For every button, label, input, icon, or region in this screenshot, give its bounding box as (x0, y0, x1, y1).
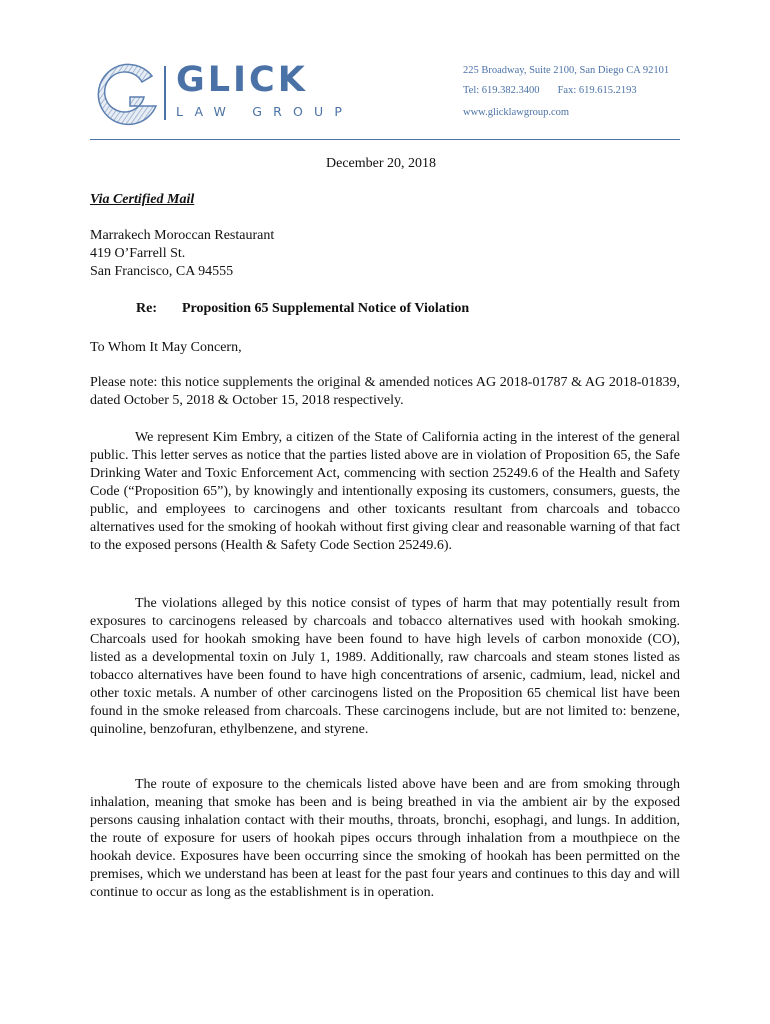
salutation: To Whom It May Concern, (90, 340, 242, 355)
firm-address: 225 Broadway, Suite 2100, San Diego CA 92101 (463, 65, 670, 76)
recipient-address (90, 227, 274, 281)
recipient-name: Marrakech Moroccan Restaurant (90, 228, 275, 243)
body-paragraph-3: The route of exposure to the chemicals listed above have been and are from smoking through inhalation, meaning that smoke has been and is being breathed in via the ambient air by the exposed persons causing inhalation contact with their mouths, throats, bronchi, esophagi, and lungs. In addition, the route of exposure for users of hookah pipes occurs through inhalation from a mouthpiece on the hookah device. Exposures have been occurring since the smoking of hookah has been permitted on the premises, which we understand has been at least for the past four years and continues to this day and will continue to occur as long as the establishment is in operation. (90, 777, 680, 900)
firm-name: GLICK (176, 60, 308, 100)
recipient-street: 419 O’Farrell St. (90, 246, 186, 261)
logo-divider (164, 66, 166, 120)
firm-website[interactable]: www.glicklawgroup.com (463, 107, 570, 118)
delivery-method: Via Certified Mail (90, 192, 195, 207)
re-label: Re: (136, 301, 157, 316)
logo-letter: G (121, 118, 123, 119)
body-paragraph-1: We represent Kim Embry, a citizen of the State of California acting in the interest of the general public. This letter serves as notice that the parties listed above are in violation of Proposition 65, the Safe Drinking Water and Toxic Enforcement Act, commencing with section 25249.6 of the Health and Safety Code (“Proposition 65”), by knowingly and intentionally exposing its customers, consumers, guests, the public, and employees to carcinogens and other toxicants resultant from charcoals and tobacco alternatives used for the smoking of hookah without first giving clear and reasonable warning of that fact to the exposed persons (Health & Safety Code Section 25249.6). (90, 430, 680, 553)
letter-date: December 20, 2018 (326, 156, 437, 171)
firm-tel: Tel: 619.382.3400 (463, 85, 540, 96)
supplement-note: Please note: this notice supplements the original & amended notices AG 2018-01787 & AG 2018-01839, dated October 5, 2018 & October 15, 2018 respectively. (90, 375, 680, 408)
firm-subtitle: LAW GROUP (176, 104, 354, 119)
recipient-city: San Francisco, CA 94555 (90, 264, 234, 279)
body-paragraph-2: The violations alleged by this notice consist of types of harm that may potentially result from exposures to carcinogens released by charcoals and tobacco alternatives used with hookah smoking. Charcoals used for hookah smoking have been found to have high levels of carbon monoxide (CO), listed as a developmental toxin on July 1, 1989. Additionally, raw charcoals and steam stones listed as tobacco alternatives have been found to have high concentrations of arsenic, cadmium, lead, nickel and other toxic metals. A number of other carcinogens listed on the Proposition 65 chemical list have been found in the smoke released from charcoals. These carcinogens include, but are not limited to: benzene, quinoline, benzofuran, ethylbenzene, and styrene. (90, 596, 680, 737)
glick-g-logo-icon (86, 62, 166, 132)
firm-phone-line (463, 85, 637, 97)
firm-fax: Fax: 619.615.2193 (557, 85, 637, 96)
re-subject: Proposition 65 Supplemental Notice of Violation (182, 301, 470, 316)
header-divider (90, 139, 680, 140)
